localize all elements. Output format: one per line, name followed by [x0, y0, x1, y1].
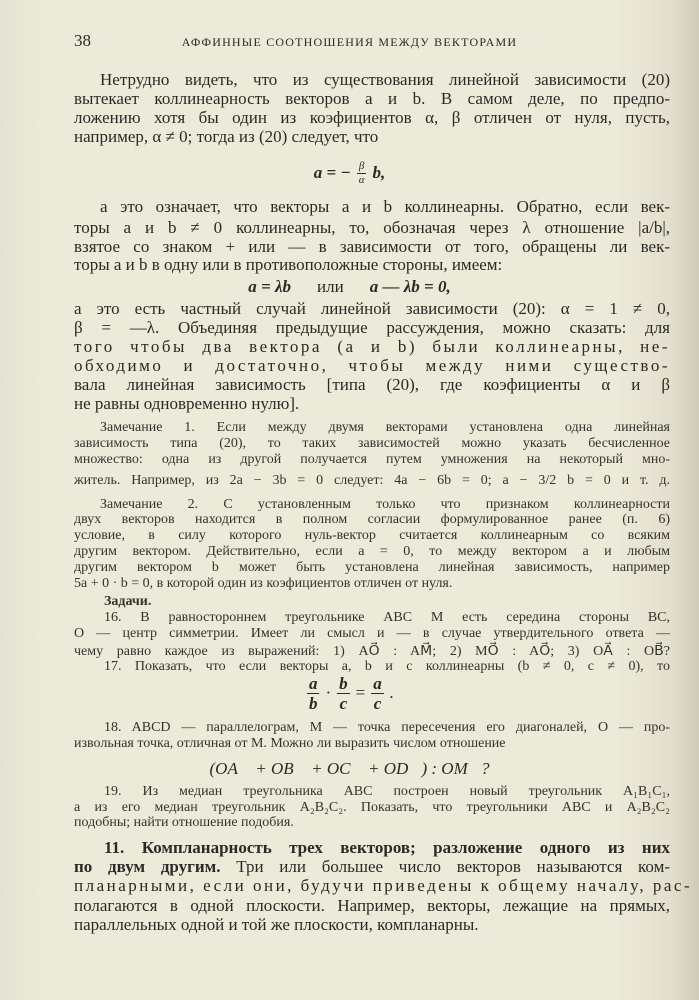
text-line: другим вектором b может быть установлена линейная зависимость, например	[74, 560, 670, 575]
text-line: 17. Показать, что если векторы a, b и c коллинеарны (b ≠ 0, c ≠ 0), то	[104, 659, 670, 674]
equals-sign: =	[355, 683, 366, 702]
formula-ratio-product	[0, 673, 699, 713]
text-line: извольная точка, отличная от M. Можно ли выразить числом отношение	[74, 736, 506, 751]
section-text: Три или большее число векторов называются ком-	[236, 857, 670, 876]
fraction-a-b	[307, 675, 320, 712]
text-line: подобны; найти отношение подобия.	[74, 815, 294, 830]
fraction-b-c	[337, 675, 350, 712]
text-line: Нетрудно видеть, что из существования линейной зависимости (20)	[100, 70, 670, 89]
text-line: торы a и b в одну или в противоположные стороны, имеем:	[74, 255, 503, 274]
text-line: житель. Например, из 2a − 3b = 0 следует: 4a − 6b = 0; a − 3/2 b = 0 и т. д.	[74, 473, 670, 488]
text-line: параллельных одной и той же плоскости, компланарны.	[74, 915, 479, 934]
formula-a-equals-beta-over-alpha-b	[0, 160, 699, 186]
numerator: b	[339, 673, 348, 693]
text-line: планарными, если они, будучи приведены к общему началу, рас-	[74, 876, 693, 895]
denominator: c	[339, 693, 348, 713]
formula-rhs: b,	[372, 163, 386, 182]
text-line: β = —λ. Объединяя предыдущие рассуждения, можно сказать: для	[74, 318, 670, 337]
fraction-a-c	[371, 675, 384, 712]
period: .	[389, 683, 394, 702]
text-line: 11. Компланарность трех векторов; разложение одного из них	[104, 838, 670, 857]
text-line: двух векторов находится в полном согласии формулированное ранее (п. 6)	[74, 512, 670, 527]
text-line: другим вектором. Действительно, если a = 0, то между вектором a и любым	[74, 544, 670, 559]
text-line: того чтобы два вектора (a и b) были коллинеарны, не-	[74, 337, 670, 356]
text-line: ложению хотя бы один из коэфициентов α, β отличен от нуля, пусть,	[74, 108, 670, 127]
text-line: чему равно каждое из выражений: 1) AO⃗ : AM⃗; 2) MO⃗ : AO⃗; 3) OA⃗ : OB⃗?	[74, 644, 670, 659]
text-line: а это есть частный случай линейной зависимости (20): α = 1 ≠ 0,	[74, 299, 670, 318]
text-line: множество: одна из другой получается путем умножения на некоторый мно-	[74, 452, 670, 467]
running-title: АФФИННЫЕ СООТНОШЕНИЯ МЕЖДУ ВЕКТОРАМИ	[181, 35, 518, 49]
text-line: а это означает, что векторы a и b коллинеарны. Обратно, если век-	[100, 197, 670, 216]
numerator: a	[308, 673, 318, 693]
numerator: β	[358, 159, 365, 172]
formula-or: или	[317, 277, 344, 296]
formula-vector-sum-ratio: (OA⃗ + OB⃗ + OC⃗ + OD⃗) : OM⃗?	[209, 759, 490, 778]
text-line: взятое со знаком + или — в зависимости от того, обращены ли век-	[74, 237, 670, 256]
text-line: 19. Из медиан треугольника ABC построен новый треугольник A₁B₁C₁,	[104, 784, 670, 799]
text-line: вытекает коллинеарность векторов a и b. В самом деле, по предпо-	[74, 89, 670, 108]
text-line: например, α ≠ 0; тогда из (20) следует, что	[74, 127, 379, 146]
text-line	[74, 857, 670, 877]
formula-right: a — λb = 0,	[369, 277, 451, 296]
text-line: торы a и b ≠ 0 коллинеарны, то, обозначая через λ отношение |a/b|,	[74, 218, 670, 237]
fraction	[357, 161, 367, 186]
numerator: a	[373, 673, 382, 693]
text-line: обходимо и достаточно, чтобы между ними существо-	[74, 356, 670, 375]
text-line: 18. ABCD — параллелограм, M — точка пересечения его диагоналей, O — про-	[104, 720, 670, 735]
formula-left: a = λb	[248, 277, 292, 296]
text-line: а из его медиан треугольник A₂B₂C₂. Показать, что треугольники ABC и A₂B₂C₂	[74, 800, 670, 815]
text-line: 16. В равностороннем треугольнике ABC M есть середина стороны BC,	[104, 610, 670, 625]
denominator: α	[358, 173, 365, 186]
denominator: c	[373, 693, 382, 713]
text-line: зависимость типа (20), то таких зависимостей можно указать бесчисленное	[74, 436, 670, 451]
text-line: Замечание 2. С установленным только что признаком коллинеарности	[100, 497, 670, 512]
section-title-end: по двум другим.	[74, 857, 221, 876]
text-line: не равны одновременно нулю].	[74, 394, 300, 413]
denominator: b	[308, 693, 318, 713]
text-line: вала линейная зависимость [типа (20), где коэфициенты α и β	[74, 375, 670, 394]
text-line: полагаются в одной плоскости. Например, векторы, лежащие на прямых,	[74, 896, 670, 915]
text-line: Замечание 1. Если между двумя векторами установлена одна линейная	[100, 420, 670, 435]
section-heading: Задачи.	[104, 594, 152, 609]
formula-a-equals-lambda-b	[0, 276, 699, 298]
dot-operator: ·	[325, 683, 332, 702]
text-line: 5a + 0 · b = 0, в которой один из коэфициентов отличен от нуля.	[74, 576, 453, 591]
page-number: 38	[74, 31, 91, 50]
text-line: условие, в силу которого нуль-вектор считается коллинеарным со всяким	[74, 528, 670, 543]
text-line: O — центр симметрии. Имеет ли смысл и — в случае утвердительного ответа —	[74, 626, 670, 641]
formula-lhs: a = −	[313, 163, 351, 182]
